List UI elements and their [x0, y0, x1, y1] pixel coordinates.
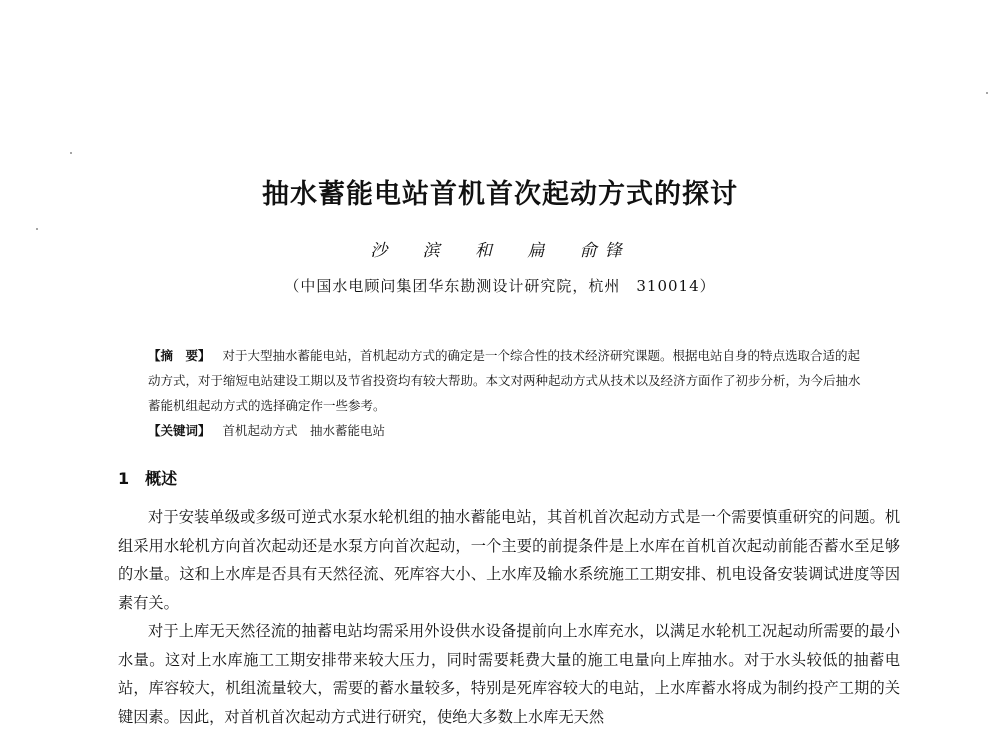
body-text	[118, 503, 900, 731]
section-number: 1	[118, 469, 130, 488]
paper-authors: 沙 滨 和 扁 俞锋	[370, 241, 630, 261]
scan-speck	[986, 92, 988, 94]
abstract-label: 【摘 要】	[148, 348, 211, 363]
scan-speck	[36, 228, 38, 230]
paragraph: 对于上库无天然径流的抽蓄电站均需采用外设供水设备提前向上水库充水，以满足水轮机工况起动所需要的最小水量。这对上水库施工工期安排带来较大压力，同时需要耗费大量的施工电量向上库抽水。对于水头较低的抽蓄电站，库容较大，机组流量较大，需要的蓄水量较多，特别是死库容较大的电站，上水库蓄水将成为制约投产工期的关键因素。因此，对首机首次起动方式进行研究，使绝大多数上水库无天然	[118, 622, 900, 726]
paragraph: 对于安装单级或多级可逆式水泵水轮机组的抽水蓄能电站，其首机首次起动方式是一个需要慎重研究的问题。机组采用水轮机方向首次起动还是水泵方向首次起动，一个主要的前提条件是上水库在首机首次起动前能否蓄水至足够的水量。这和上水库是否具有天然径流、死库容大小、上水库及输水系统施工工期安排、机电设备安装调试进度等因素有关。	[118, 508, 900, 612]
section-title: 概述	[145, 469, 178, 488]
keywords-label: 【关键词】	[148, 423, 211, 438]
paper-title: 抽水蓄能电站首机首次起动方式的探讨	[262, 179, 738, 210]
keywords	[148, 418, 868, 443]
section-heading	[118, 466, 177, 489]
keywords-text: 首机起动方式 抽水蓄能电站	[222, 423, 386, 438]
scan-speck	[70, 152, 72, 154]
abstract-block	[148, 343, 868, 443]
abstract-text: 对于大型抽水蓄能电站，首机起动方式的确定是一个综合性的技术经济研究课题。根据电站自身的特点选取合适的起动方式，对于缩短电站建设工期以及节省投资均有较大帮助。本文对两种起动方式从技术以及经济方面作了初步分析，为今后抽水蓄能机组起动方式的选择确定作一些参考。	[148, 348, 861, 413]
abstract	[148, 343, 868, 418]
paper-affiliation: （中国水电顾问集团华东勘测设计研究院，杭州 310014）	[284, 277, 716, 295]
